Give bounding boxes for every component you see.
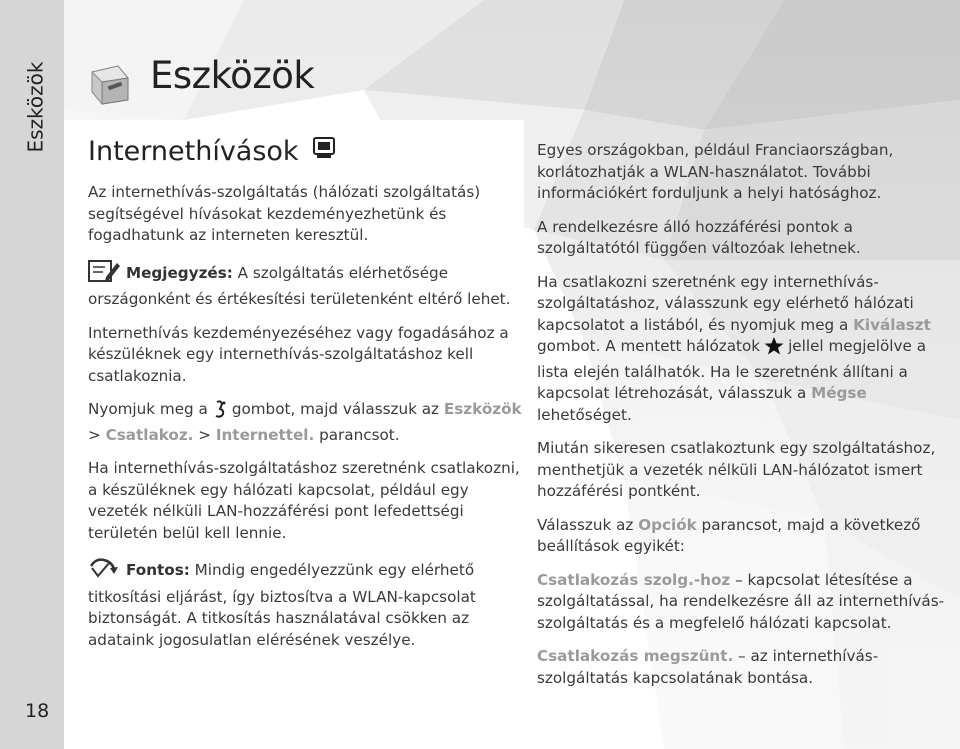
phone-screen-icon <box>311 136 337 168</box>
intro-paragraph: Az internethívás-szolgáltatás (hálózati szolgáltatás) segítségével hívásokat kezdeményezhetünk és fogadhatunk az interneten keresztül. <box>88 183 481 244</box>
side-tab-label: Eszközök <box>23 61 48 153</box>
options-start: Válasszuk az <box>537 515 634 534</box>
menu-path-tools: Eszközök <box>443 400 522 418</box>
menu-sep-1: > <box>88 425 106 444</box>
tip-paragraph <box>88 556 528 651</box>
menu-sep-2: > <box>193 425 216 444</box>
side-tab <box>0 0 64 749</box>
tip-label: Fontos: <box>126 561 190 579</box>
option-connect-label: Csatlakozás szolg.-hoz <box>537 570 731 589</box>
section-heading <box>88 136 528 168</box>
page-number: 18 <box>25 700 50 722</box>
folder-tools-icon <box>88 60 134 106</box>
section-title: Internethívások <box>88 136 299 167</box>
options-paragraph <box>537 515 960 558</box>
instruction-start: Nyomjuk meg a <box>88 400 208 418</box>
instruction-mid: gombot, majd válasszuk az <box>231 400 440 418</box>
option-disconnect-label: Csatlakozás megszünt. <box>537 647 734 665</box>
option-disconnect-text: – az internethívás-szolgáltatás kapcsolatának bontása. <box>537 647 879 687</box>
save-network-paragraph: Miután sikeresen csatlakoztunk egy szolgáltatáshoz, menthetjük a vezeték nélküli LAN-hálózatot ismert hozzáférési pontként. <box>537 439 936 500</box>
tip-text: Mindig engedélyezzünk egy elérhető titkosítási eljárást, így biztosítva a WLAN-kapcsolat biztonságát. A titkosítás használatával csökken az adataink jogosulatlan elérésének veszélye. <box>88 561 476 649</box>
select-network-mid: gombot. A mentett hálózatok <box>537 337 761 355</box>
star-icon <box>764 337 784 362</box>
instruction-end: parancsot. <box>314 425 400 444</box>
menu-path-internet: Internettel. <box>215 425 315 444</box>
note-pencil-icon <box>88 259 120 290</box>
select-network-mid2: jellel megjelölve a lista elején találhatók. Ha le szeretnénk állítani a kapcsolat létrehozását, válasszuk a <box>537 337 926 402</box>
option-connect-paragraph <box>537 570 960 635</box>
note-text: A szolgáltatás elérhetősége országonként és értékesítési területenként eltérő lehet. <box>88 263 511 308</box>
tip-check-icon <box>88 556 120 587</box>
side-tab-label-box <box>13 52 57 162</box>
left-column <box>88 136 528 663</box>
menu-key-icon <box>212 400 228 425</box>
wlan-paragraph: Ha internethívás-szolgáltatáshoz szeretnénk csatlakozni, a készüléknek egy hálózati kapcsolat, például egy vezeték nélküli LAN-hozzáférési pont lefedettségi területén belül kell lennie. <box>88 459 520 542</box>
country-restriction-paragraph: Egyes országokban, például Franciaországban, korlátozhatják a WLAN-használatot. További információkért forduljunk a helyi hatósághoz. <box>537 141 894 202</box>
right-column <box>537 140 960 701</box>
access-points-paragraph: A rendelkezésre álló hozzáférési pontok a szolgáltatótól függően változóak lehetnek. <box>537 217 861 257</box>
option-disconnect-paragraph <box>537 646 960 689</box>
chapter-title: Eszközök <box>150 54 315 97</box>
options-end: parancsot, majd a következő beállítások egyikét: <box>537 515 921 555</box>
note-paragraph <box>88 259 528 311</box>
instruction-paragraph <box>88 399 528 446</box>
select-network-paragraph <box>537 272 960 427</box>
menu-path-connect: Csatlakoz. <box>105 425 194 444</box>
note-label: Megjegyzés: <box>126 263 233 282</box>
option-connect-text: – kapcsolat létesítése a szolgáltatással, ha rendelkezésre áll az internethívás-szolgáltatás és a megfelelő hálózati kapcsolat. <box>537 570 945 632</box>
select-network-start: Ha csatlakozni szeretnénk egy internethívás-szolgáltatáshoz, válasszunk egy elérhető hálózati kapcsolatot a listából, és nyomjuk meg a <box>537 272 914 334</box>
select-network-end: lehetőséget. <box>537 405 632 424</box>
connect-paragraph: Internethívás kezdeményezéséhez vagy fogadásához a készüléknek egy internethívás-szolgáltatáshoz kell csatlakoznia. <box>88 323 509 385</box>
options-label: Opciók <box>638 515 697 534</box>
cancel-label: Mégse <box>811 384 867 402</box>
select-key-label: Kiválaszt <box>853 315 931 334</box>
